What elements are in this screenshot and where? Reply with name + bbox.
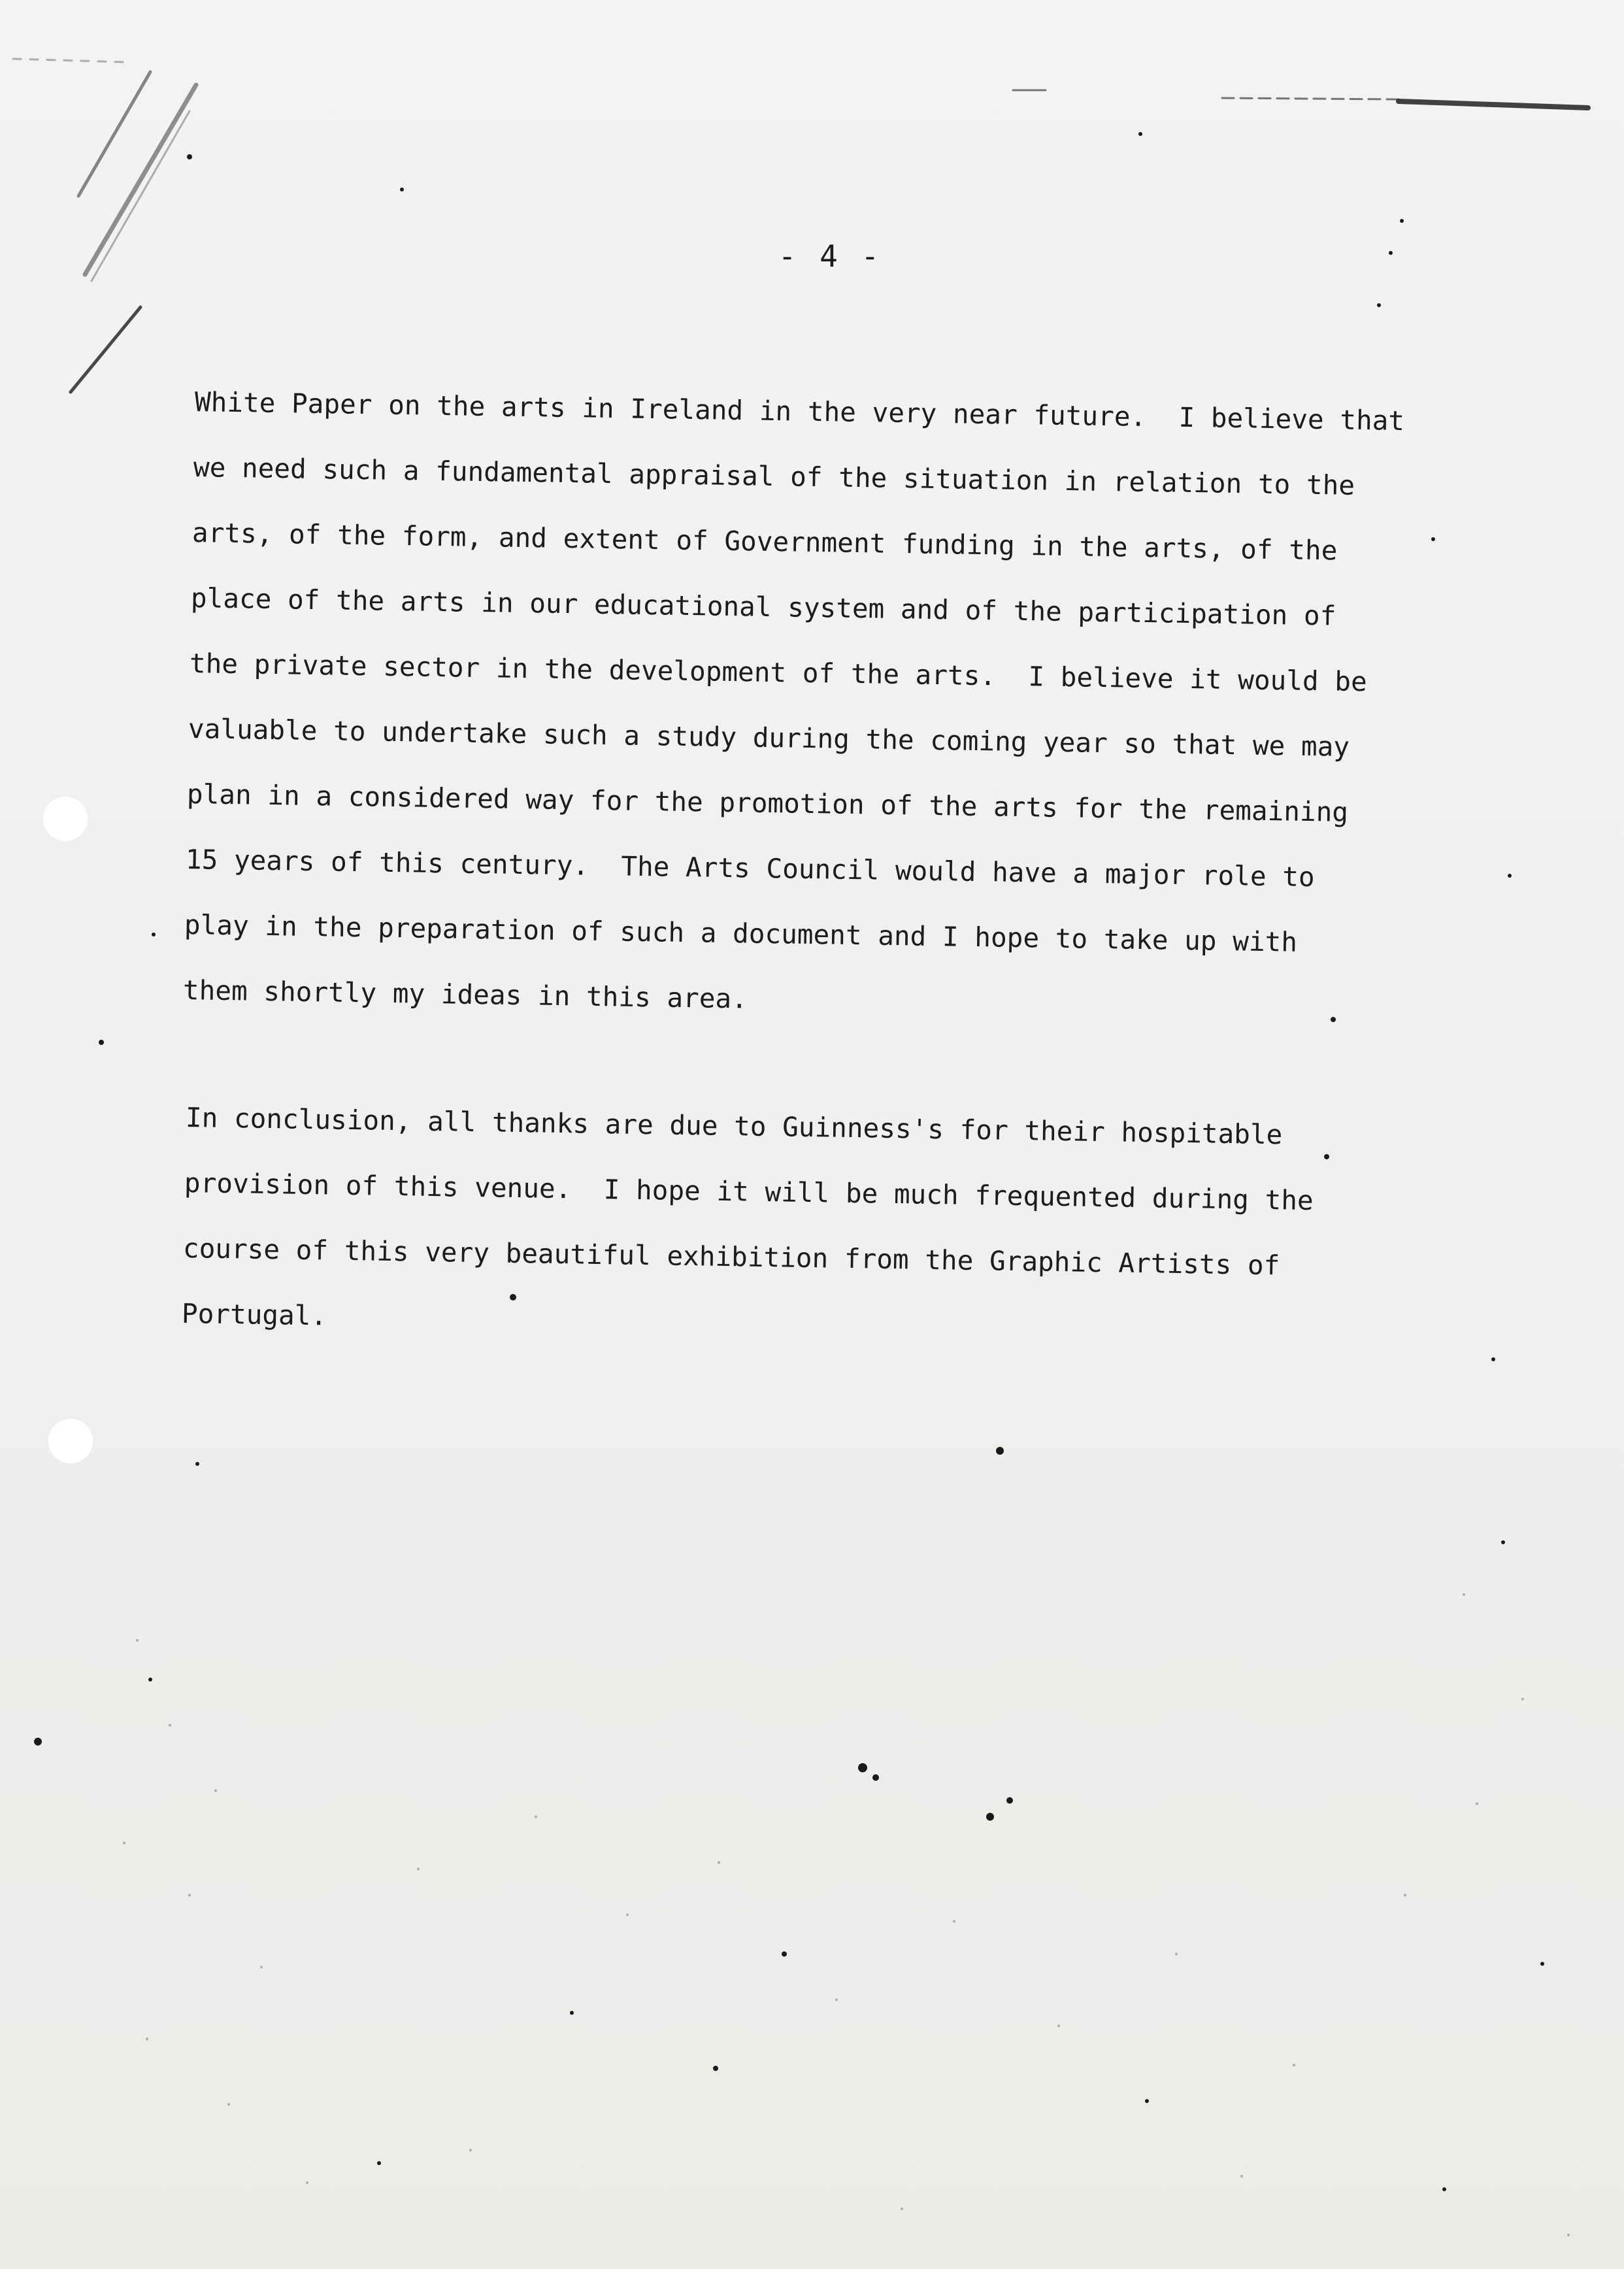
text-line: 15 years of this century. The Arts Council would have a major role to: [185, 844, 1316, 893]
text-line: valuable to undertake such a study during the coming year so that we may: [188, 713, 1350, 763]
closing-paragraph: [181, 1085, 1495, 1346]
punch-hole-lower: [48, 1419, 93, 1463]
punch-hole-upper: [43, 797, 88, 841]
text-line: place of the arts in our educational system and of the participation of: [190, 582, 1336, 632]
page-number: - 4 -: [778, 239, 882, 274]
text-line: In conclusion, all thanks are due to Guinness's for their hospitable: [185, 1102, 1283, 1151]
text-line: the private sector in the development of the arts. I believe it would be: [189, 648, 1368, 698]
pencil-streaks: [13, 59, 196, 392]
text-line: them shortly my ideas in this area.: [182, 974, 748, 1015]
top-edge-marks: [1013, 90, 1588, 108]
text-line: arts, of the form, and extent of Government funding in the arts, of the: [191, 517, 1338, 567]
text-line: Portugal.: [181, 1298, 327, 1332]
text-line: plan in a considered way for the promotion of the arts for the remaining: [186, 778, 1349, 828]
text-line: White Paper on the arts in Ireland in the very near future. I believe that: [194, 386, 1405, 437]
text-line: we need such a fundamental appraisal of the situation in relation to the: [193, 452, 1355, 501]
body-paragraph: [182, 369, 1495, 1023]
toner-grain: [123, 1593, 1570, 2236]
text-line: play in the preparation of such a document and I hope to take up with: [184, 909, 1298, 958]
text-line: course of this very beautiful exhibition from the Graphic Artists of: [182, 1233, 1280, 1282]
text-line: provision of this venue. I hope it will be much frequented during the: [184, 1167, 1314, 1217]
